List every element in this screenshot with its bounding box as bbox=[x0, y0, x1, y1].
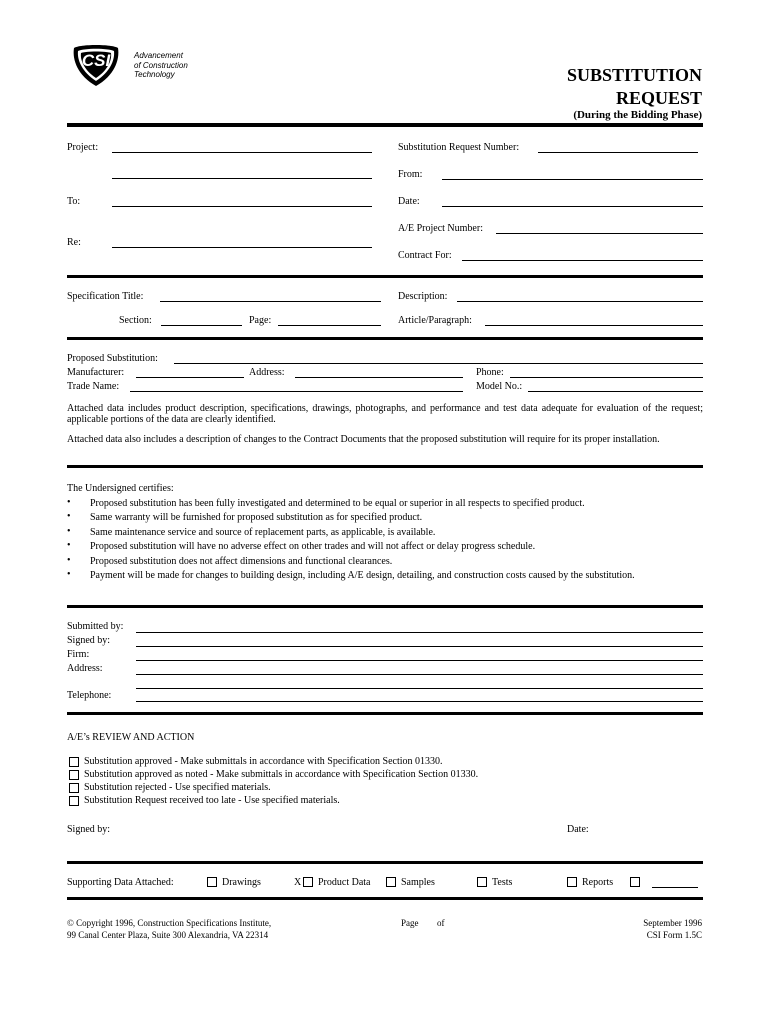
model-no-line[interactable] bbox=[528, 391, 703, 392]
firm-label: Firm: bbox=[67, 649, 90, 660]
review-option-2: Substitution approved as noted - Make submittals in accordance with Specification Section 01330. bbox=[84, 769, 479, 780]
bullet-3: • bbox=[67, 526, 71, 537]
tagline-line-1: Advancement bbox=[134, 51, 183, 60]
tagline-line-3: Technology bbox=[134, 70, 175, 79]
review-heading: A/E’s REVIEW AND ACTION bbox=[67, 732, 195, 743]
title-line-1: SUBSTITUTION bbox=[566, 65, 702, 85]
rule-5 bbox=[67, 605, 703, 608]
review-checkbox-2[interactable] bbox=[69, 770, 79, 780]
page-line[interactable] bbox=[278, 325, 381, 326]
article-line[interactable] bbox=[485, 325, 703, 326]
attached-paragraph-1: Attached data includes product description, specifications, drawings, photographs, and performance and test data adequate for evaluation of the request; applicable portions of the data are clearly identified. bbox=[67, 403, 703, 425]
telephone-line[interactable] bbox=[136, 701, 703, 702]
form-subtitle: (During the Bidding Phase) bbox=[573, 109, 702, 121]
certification-item-6: Payment will be made for changes to building design, including A/E design, detailing, and construction costs caused by the substitution. bbox=[90, 570, 635, 581]
contract-for-line[interactable] bbox=[462, 260, 703, 261]
footer-page-label: Page bbox=[401, 918, 419, 928]
x-mark: X bbox=[294, 877, 302, 888]
date-line[interactable] bbox=[442, 206, 703, 207]
address-line[interactable] bbox=[295, 377, 463, 378]
project-label: Project: bbox=[67, 142, 99, 153]
project-line[interactable] bbox=[112, 152, 372, 153]
bullet-5: • bbox=[67, 555, 71, 566]
certification-item-4: Proposed substitution will have no adverse effect on other trades and will not affect or delay progress schedule. bbox=[90, 541, 536, 552]
bullet-2: • bbox=[67, 511, 71, 522]
review-option-3: Substitution rejected - Use specified materials. bbox=[84, 782, 271, 793]
submitter-address-line-2[interactable] bbox=[136, 688, 703, 689]
description-line[interactable] bbox=[457, 301, 703, 302]
certification-item-5: Proposed substitution does not affect dimensions and functional clearances. bbox=[90, 556, 393, 567]
date-label: Date: bbox=[398, 196, 420, 207]
rule-3 bbox=[67, 337, 703, 340]
manufacturer-line[interactable] bbox=[136, 377, 244, 378]
certification-item-1: Proposed substitution has been fully investigated and determined to be equal or superior in all respects to specified product. bbox=[90, 498, 585, 509]
proposed-line[interactable] bbox=[174, 363, 703, 364]
from-label: From: bbox=[398, 169, 423, 180]
certification-heading: The Undersigned certifies: bbox=[67, 483, 174, 494]
phone-line[interactable] bbox=[510, 377, 703, 378]
review-checkbox-1[interactable] bbox=[69, 757, 79, 767]
contract-for-label: Contract For: bbox=[398, 250, 452, 261]
submitter-address-line[interactable] bbox=[136, 674, 703, 675]
firm-line[interactable] bbox=[136, 660, 703, 661]
model-no-label: Model No.: bbox=[476, 381, 523, 392]
review-checkbox-4[interactable] bbox=[69, 796, 79, 806]
review-checkbox-3[interactable] bbox=[69, 783, 79, 793]
review-signed-by-label: Signed by: bbox=[67, 824, 111, 835]
footer-address: 99 Canal Center Plaza, Suite 300 Alexandria, VA 22314 bbox=[67, 930, 269, 940]
rule-7 bbox=[67, 861, 703, 864]
ae-project-number-label: A/E Project Number: bbox=[398, 223, 483, 234]
other-checkbox[interactable] bbox=[630, 877, 640, 887]
section-label: Section: bbox=[119, 315, 152, 326]
request-number-line[interactable] bbox=[538, 152, 698, 153]
address-label: Address: bbox=[249, 367, 285, 378]
to-line[interactable] bbox=[112, 206, 372, 207]
article-label: Article/Paragraph: bbox=[398, 315, 472, 326]
title-line-2: REQUEST bbox=[615, 88, 702, 108]
signed-by-label: Signed by: bbox=[67, 635, 111, 646]
bullet-1: • bbox=[67, 497, 71, 508]
signed-by-line[interactable] bbox=[136, 646, 703, 647]
product-data-label: Product Data bbox=[318, 877, 371, 888]
rule-2 bbox=[67, 275, 703, 278]
reports-checkbox[interactable] bbox=[567, 877, 577, 887]
submitted-by-label: Submitted by: bbox=[67, 621, 124, 632]
request-number-label: Substitution Request Number: bbox=[398, 142, 520, 153]
logo-text: CSI bbox=[81, 51, 111, 70]
section-line[interactable] bbox=[161, 325, 242, 326]
footer-copyright: © Copyright 1996, Construction Specifications Institute, bbox=[67, 918, 272, 928]
manufacturer-label: Manufacturer: bbox=[67, 367, 125, 378]
samples-label: Samples bbox=[401, 877, 435, 888]
review-date-label: Date: bbox=[567, 824, 589, 835]
certification-item-2: Same warranty will be furnished for proposed substitution as for specified product. bbox=[90, 512, 423, 523]
from-line[interactable] bbox=[442, 179, 703, 180]
drawings-checkbox[interactable] bbox=[207, 877, 217, 887]
samples-checkbox[interactable] bbox=[386, 877, 396, 887]
review-option-4: Substitution Request received too late - Use specified materials. bbox=[84, 795, 340, 806]
ae-project-number-line[interactable] bbox=[496, 233, 703, 234]
spec-title-line[interactable] bbox=[160, 301, 381, 302]
bullet-4: • bbox=[67, 540, 71, 551]
org-tagline bbox=[134, 51, 188, 80]
footer-date: September 1996 bbox=[643, 918, 702, 928]
trade-name-label: Trade Name: bbox=[67, 381, 120, 392]
tests-checkbox[interactable] bbox=[477, 877, 487, 887]
footer-form-number: CSI Form 1.5C bbox=[646, 930, 702, 940]
csi-logo bbox=[70, 42, 122, 88]
trade-name-line[interactable] bbox=[130, 391, 463, 392]
form-title bbox=[567, 64, 702, 110]
page-label: Page: bbox=[249, 315, 272, 326]
other-line[interactable] bbox=[652, 887, 698, 888]
tagline-line-2: of Construction bbox=[134, 60, 188, 70]
re-label: Re: bbox=[67, 237, 81, 248]
rule-8 bbox=[67, 897, 703, 900]
tests-label: Tests bbox=[492, 877, 513, 888]
reports-label: Reports bbox=[582, 877, 614, 888]
submitter-address-label: Address: bbox=[67, 663, 103, 674]
rule-6 bbox=[67, 712, 703, 715]
review-option-1: Substitution approved - Make submittals in accordance with Specification Section 01330. bbox=[84, 756, 443, 767]
drawings-label: Drawings bbox=[222, 877, 261, 888]
product-data-checkbox[interactable] bbox=[303, 877, 313, 887]
phone-label: Phone: bbox=[476, 367, 504, 378]
certification-item-3: Same maintenance service and source of replacement parts, as applicable, is available. bbox=[90, 527, 436, 538]
bullet-6: • bbox=[67, 569, 71, 580]
rule-4 bbox=[67, 465, 703, 468]
project-line-2[interactable] bbox=[112, 178, 372, 179]
to-label: To: bbox=[67, 196, 81, 207]
footer-of-label: of bbox=[437, 918, 445, 928]
rule-top bbox=[67, 123, 703, 127]
re-line[interactable] bbox=[112, 247, 372, 248]
telephone-label: Telephone: bbox=[67, 690, 112, 701]
spec-title-label: Specification Title: bbox=[67, 291, 144, 302]
submitted-by-line[interactable] bbox=[136, 632, 703, 633]
attached-paragraph-2: Attached data also includes a description of changes to the Contract Documents that the proposed substitution will require for its proper installation. bbox=[67, 434, 660, 445]
description-label: Description: bbox=[398, 291, 448, 302]
proposed-label: Proposed Substitution: bbox=[67, 353, 158, 364]
supporting-label: Supporting Data Attached: bbox=[67, 877, 174, 888]
